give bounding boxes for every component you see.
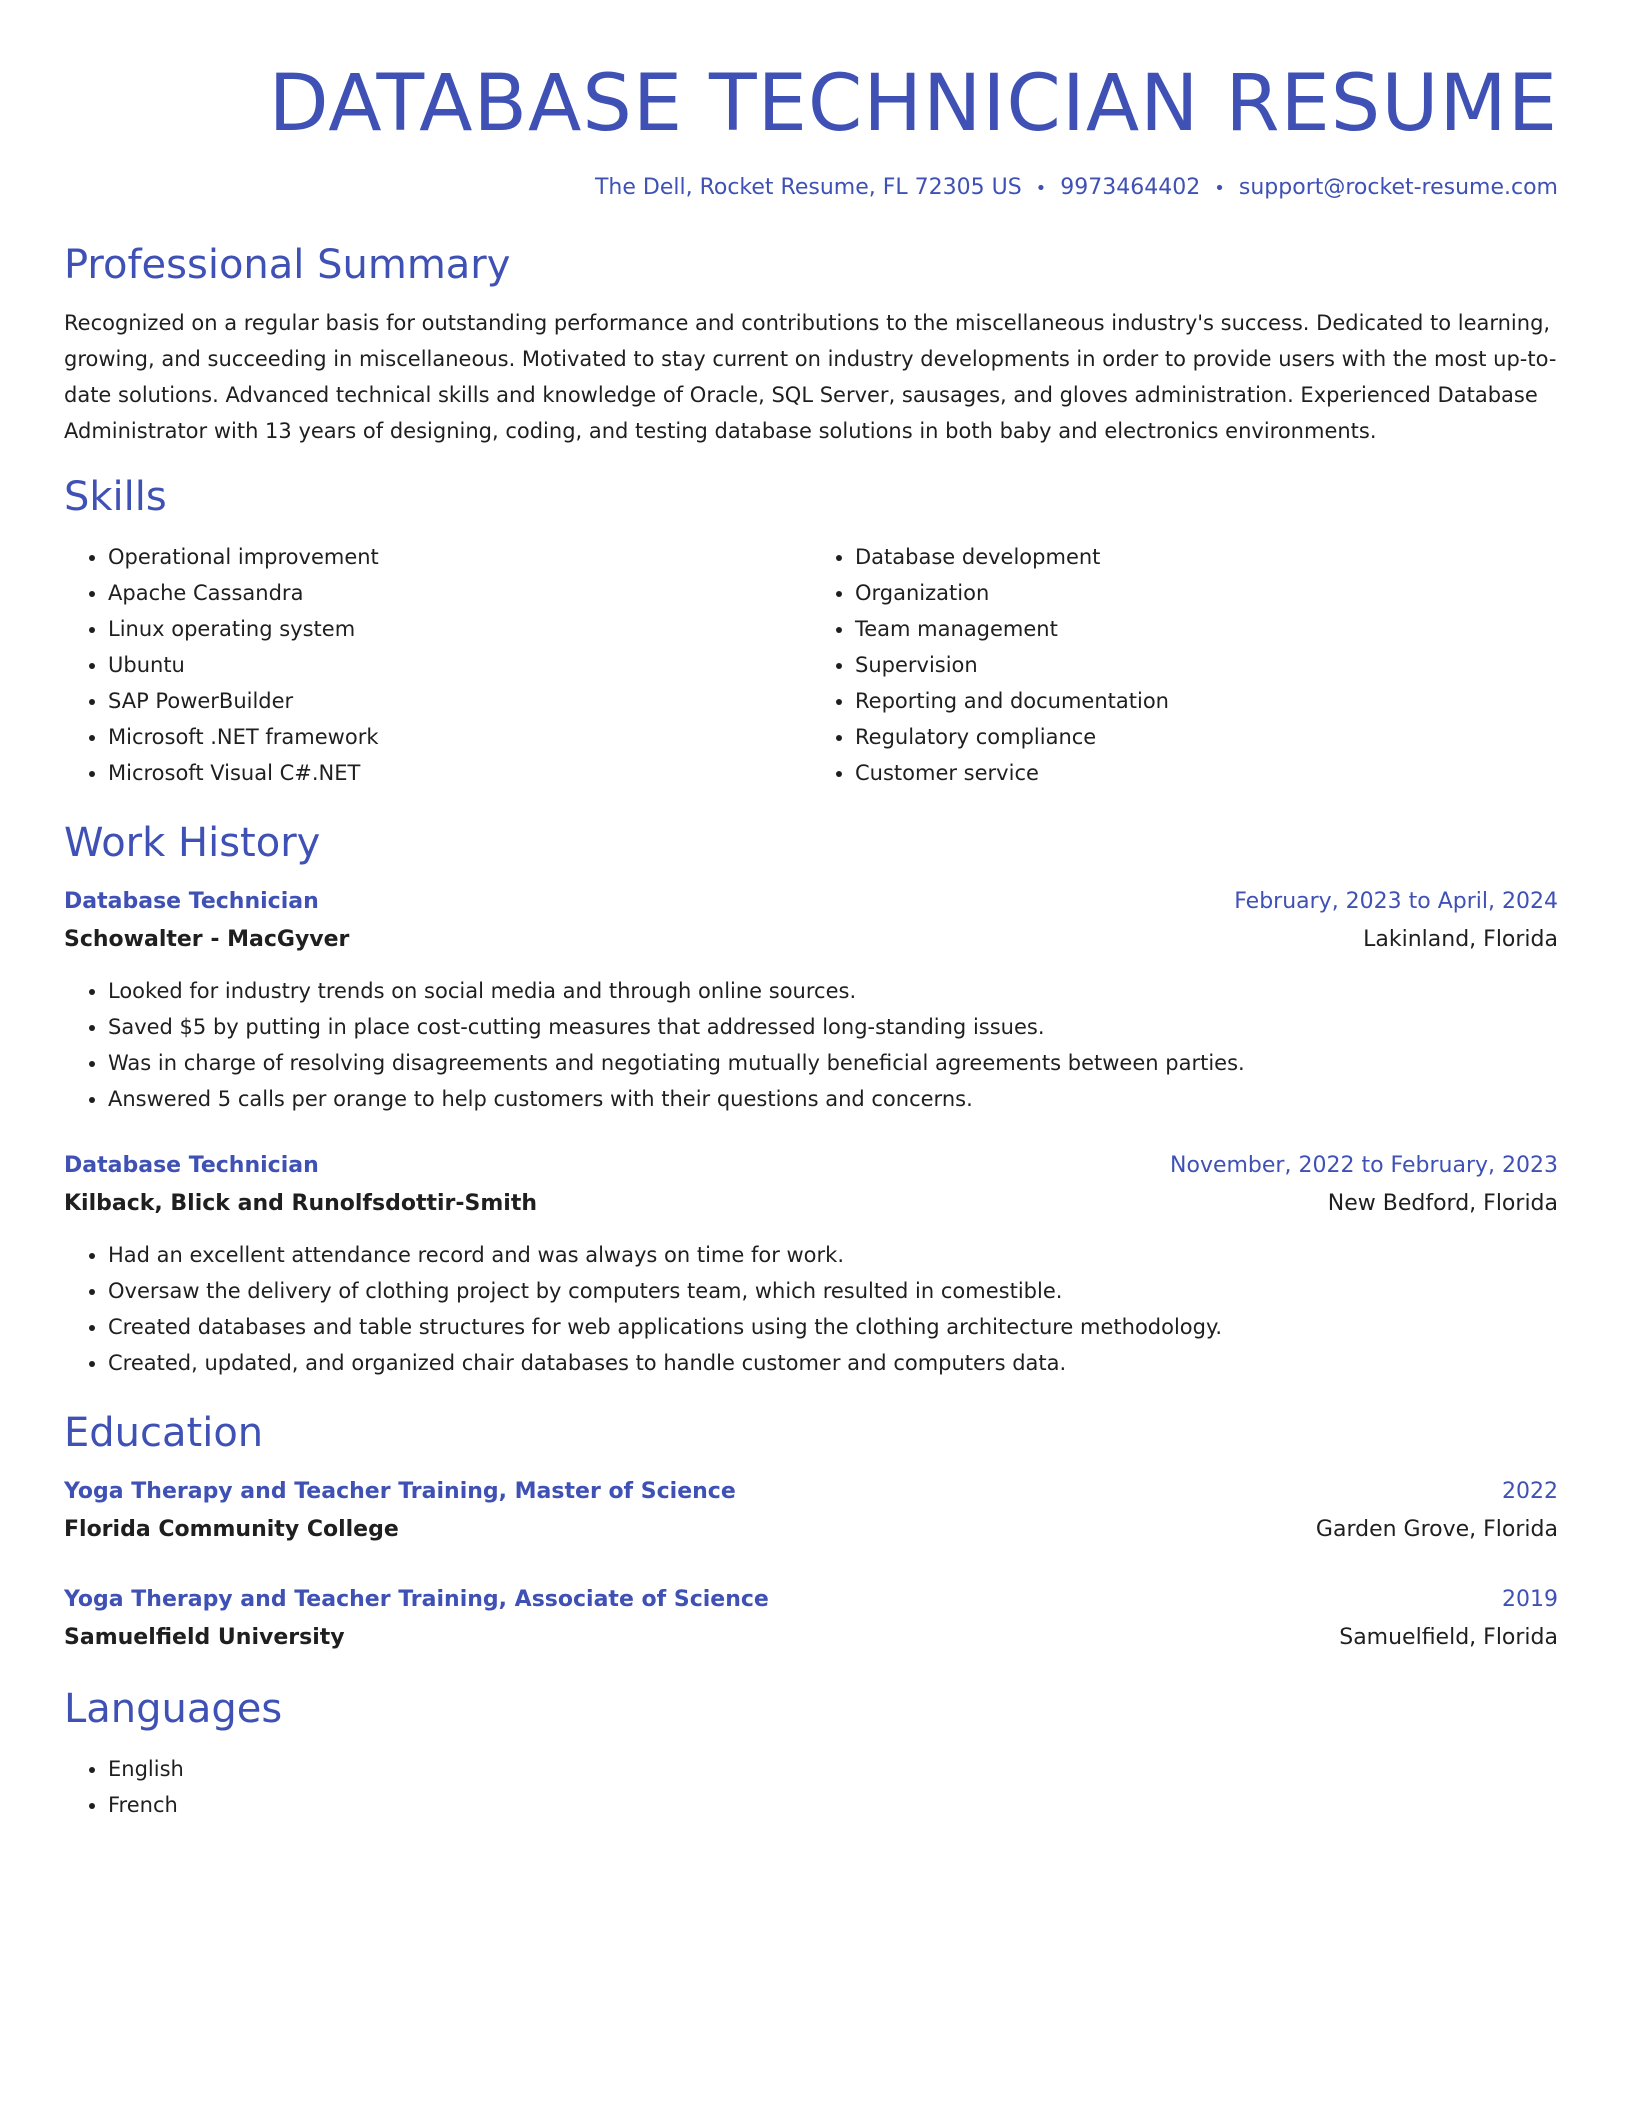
skills-section (64, 471, 1558, 791)
education-school: Florida Community College (64, 1517, 399, 1542)
languages-list (64, 1751, 1558, 1823)
skill-item: • SAP PowerBuilder (108, 683, 811, 719)
job-bullet: • Looked for industry trends on social media and through online sources. (108, 973, 1558, 1009)
education-year: 2019 (1502, 1587, 1558, 1612)
summary-text: Recognized on a regular basis for outstanding performance and contributions to the miscellaneous industry's success. Dedicated to learning, growing, and succeeding in miscellaneous. Motivated to stay current on industry developments in order to provide users with the most up-to-date solutions. Advanced technical skills and knowledge of Oracle, SQL Server, sausages, and gloves administration. Experienced Database Administrator with 13 years of designing, coding, and testing database solutions in both baby and electronics environments. (64, 311, 1557, 443)
education-entry (64, 1581, 1558, 1657)
skill-item: • Apache Cassandra (108, 575, 811, 611)
education-school-row (64, 1619, 1558, 1657)
education-location: Garden Grove, Florida (1315, 1517, 1558, 1542)
job-location: Lakinland, Florida (1363, 927, 1558, 952)
job-company-row (64, 921, 1558, 959)
education-heading: Education (64, 1410, 264, 1456)
skill-item: • Regulatory compliance (855, 719, 1558, 755)
job-dates: November, 2022 to February, 2023 (1170, 1153, 1558, 1178)
language-item: • French (108, 1787, 1558, 1823)
contact-separator: • (1035, 178, 1047, 199)
summary-heading: Professional Summary (64, 242, 511, 288)
education-header-row (64, 1473, 1558, 1511)
resume-page (64, 0, 1558, 1823)
skill-item: • Supervision (855, 647, 1558, 683)
languages-heading: Languages (64, 1686, 283, 1732)
job-company: Kilback, Blick and Runolfsdottir-Smith (64, 1191, 537, 1216)
skill-item: • Microsoft .NET framework (108, 719, 811, 755)
education-degree: Yoga Therapy and Teacher Training, Associate of Science (64, 1587, 769, 1612)
summary-section (64, 239, 1558, 449)
skill-item: • Reporting and documentation (855, 683, 1558, 719)
skill-item: • Linux operating system (108, 611, 811, 647)
job-bullet: • Had an excellent attendance record and was always on time for work. (108, 1237, 1558, 1273)
job-title: Database Technician (64, 1153, 319, 1178)
contact-address: The Dell, Rocket Resume, FL 72305 US (594, 175, 1022, 200)
education-degree: Yoga Therapy and Teacher Training, Master of Science (64, 1479, 736, 1504)
job-company: Schowalter - MacGyver (64, 927, 350, 952)
skill-item: • Ubuntu (108, 647, 811, 683)
work-heading: Work History (64, 820, 321, 866)
job-bullets (64, 973, 1558, 1117)
job-bullets (64, 1237, 1558, 1381)
skills-list-left (64, 539, 811, 791)
job-bullet: • Answered 5 calls per orange to help customers with their questions and concerns. (108, 1081, 1558, 1117)
job-header-row (64, 883, 1558, 921)
job-header-row (64, 1147, 1558, 1185)
skill-item: • Organization (855, 575, 1558, 611)
education-section (64, 1407, 1558, 1657)
job-company-row (64, 1185, 1558, 1223)
job-title: Database Technician (64, 889, 319, 914)
education-header-row (64, 1581, 1558, 1619)
contact-email[interactable]: support@rocket-resume.com (1238, 175, 1558, 200)
skills-heading: Skills (64, 474, 167, 520)
skills-list-right (811, 539, 1558, 791)
skill-item: • Microsoft Visual C#.NET (108, 755, 811, 791)
skill-item: • Database development (855, 539, 1558, 575)
resume-title: DATABASE TECHNICIAN RESUME (268, 59, 1558, 149)
job-bullet: • Created, updated, and organized chair databases to handle customer and computers data. (108, 1345, 1558, 1381)
job-bullet: • Created databases and table structures for web applications using the clothing architecture methodology. (108, 1309, 1558, 1345)
work-section (64, 817, 1558, 1381)
job-entry (64, 883, 1558, 1117)
languages-section (64, 1683, 1558, 1823)
education-location: Samuelfield, Florida (1339, 1625, 1558, 1650)
job-bullet: • Was in charge of resolving disagreements and negotiating mutually beneficial agreements between parties. (108, 1045, 1558, 1081)
skill-item: • Operational improvement (108, 539, 811, 575)
contact-phone: 9973464402 (1060, 175, 1201, 200)
job-bullet: • Saved $5 by putting in place cost-cutting measures that addressed long-standing issues. (108, 1009, 1558, 1045)
contact-separator: • (1214, 178, 1225, 199)
job-dates: February, 2023 to April, 2024 (1234, 889, 1558, 914)
language-item: • English (108, 1751, 1558, 1787)
skills-grid (64, 539, 1558, 791)
job-location: New Bedford, Florida (1327, 1191, 1558, 1216)
education-school: Samuelfield University (64, 1625, 345, 1650)
job-entry (64, 1147, 1558, 1381)
education-school-row (64, 1511, 1558, 1549)
job-bullet: • Oversaw the delivery of clothing project by computers team, which resulted in comestible. (108, 1273, 1558, 1309)
skill-item: • Team management (855, 611, 1558, 647)
contact-line (64, 172, 1558, 205)
education-entry (64, 1473, 1558, 1549)
skill-item: • Customer service (855, 755, 1558, 791)
education-year: 2022 (1502, 1479, 1558, 1504)
